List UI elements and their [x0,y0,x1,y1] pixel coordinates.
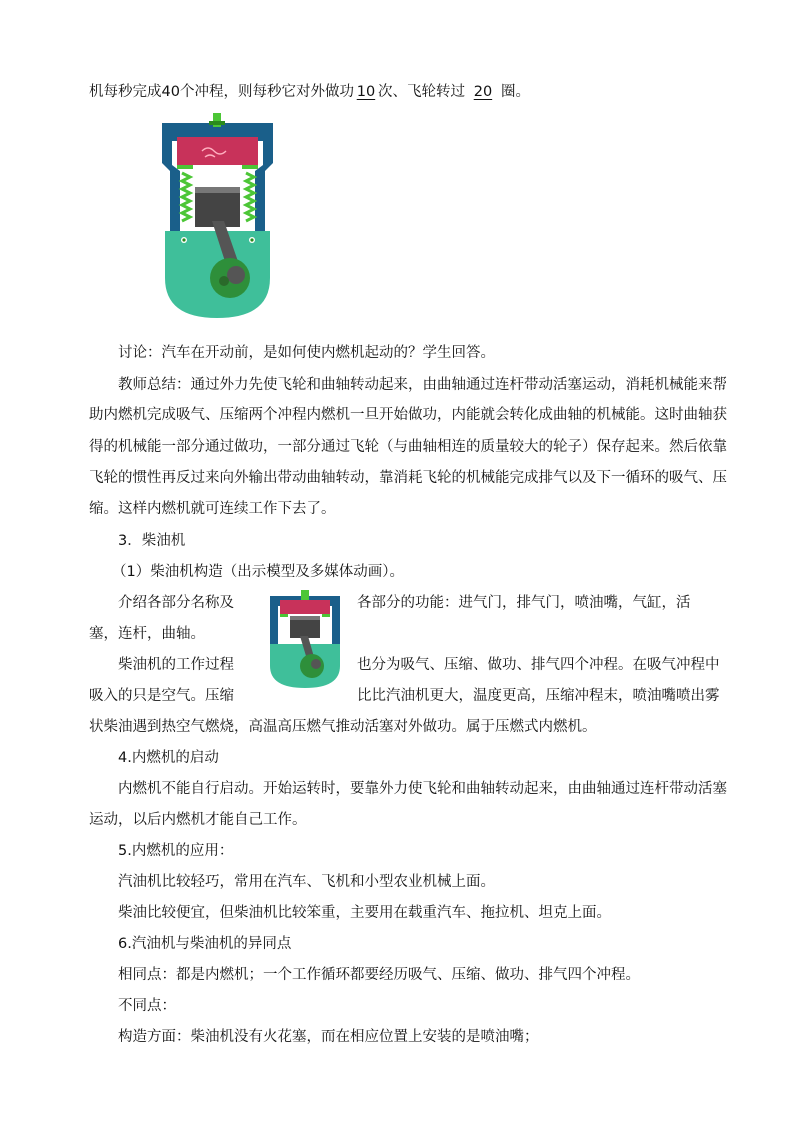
compare-diff: 不同点： [118,998,176,1014]
answer-blank-2: 20 [473,84,493,100]
summary-line-1: 教师总结：通过外力先使飞轮和曲轴转动起来，由曲轴通过连杆带动活塞运动，消耗机械能来帮 [118,377,727,393]
combustion-chamber [177,137,258,165]
diesel-p2-line2-right: 比比汽油机更大，温度更高，压缩冲程末，喷油嘴喷出雾 [357,688,720,704]
answer-blank-1: 10 [356,84,376,100]
section-heading-diesel: 3．柴油机 [118,533,186,549]
diesel-p1-line2: 塞，连杆，曲轴。 [89,626,205,642]
compare-structure: 构造方面：柴油机没有火花塞，而在相应位置上安装的是喷油嘴； [118,1029,539,1045]
answer-line-text-c: 圈。 [500,84,530,100]
diesel-p2-right: 也分为吸气、压缩、做功、排气四个冲程。在吸气冲程中 [357,657,720,673]
discussion-text: 讨论：汽车在开动前，是如何使内燃机起动的？学生回答。 [118,345,495,361]
fuel-injector [301,590,309,600]
diesel-engine-figure [266,590,344,690]
start-line-1: 内燃机不能自行启动。开始运转时，要靠外力使飞轮和曲轴转动起来，由曲轴通过连杆带动活塞 [118,781,727,797]
diesel-p2-left: 柴油机的工作过程 [118,657,234,673]
diesel-chamber [280,600,330,614]
application-line-2: 柴油比较便宜，但柴油机比较笨重，主要用在载重汽车、拖拉机、坦克上面。 [118,905,611,921]
diesel-subheading: （1）柴油机构造（出示模型及多媒体动画）。 [112,564,404,580]
gasoline-engine-figure [150,113,285,323]
section-heading-compare: 6.汽油机与柴油机的异同点 [118,936,292,952]
summary-line-2: 助内燃机完成吸气、压缩两个冲程内燃机一旦开始做功，内能就会转化成曲轴的机械能。这时曲轴获 [89,407,727,423]
start-line-2: 运动，以后内燃机才能自己工作。 [89,812,307,828]
valve-spring-left [182,173,190,221]
diesel-p2-line2-left: 吸入的只是空气。压缩 [89,688,234,704]
answer-line-text-b: 次、飞轮转过 [377,84,465,100]
summary-line-3: 得的机械能一部分通过做功，一部分通过飞轮（与曲轴相连的质量较大的轮子）保存起来。然后依靠 [89,439,727,455]
section-heading-start: 4.内燃机的启动 [118,750,219,766]
section-heading-application: 5.内燃机的应用： [118,843,234,859]
answer-line-text-a: 机每秒完成40个冲程，则每秒它对外做功 [89,84,354,100]
compare-same: 相同点：都是内燃机；一个工作循环都要经历吸气、压缩、做功、排气四个冲程。 [118,967,640,983]
application-line-1: 汽油机比较轻巧，常用在汽车、飞机和小型农业机械上面。 [118,874,495,890]
diesel-p1-left: 介绍各部分名称及 [118,595,234,611]
valve-spring-right [246,173,254,221]
answer-line [89,82,709,102]
diesel-p2-line3: 状柴油遇到热空气燃烧，高温高压燃气推动活塞对外做功。属于压燃式内燃机。 [89,719,597,735]
diesel-p1-right: 各部分的功能：进气门，排气门，喷油嘴，气缸，活 [357,595,691,611]
summary-line-5: 缩。这样内燃机就可连续工作下去了。 [89,501,336,517]
summary-line-4: 飞轮的惯性再反过来向外输出带动曲轴转动，靠消耗飞轮的机械能完成排气以及下一循环的吸气、压 [89,470,727,486]
